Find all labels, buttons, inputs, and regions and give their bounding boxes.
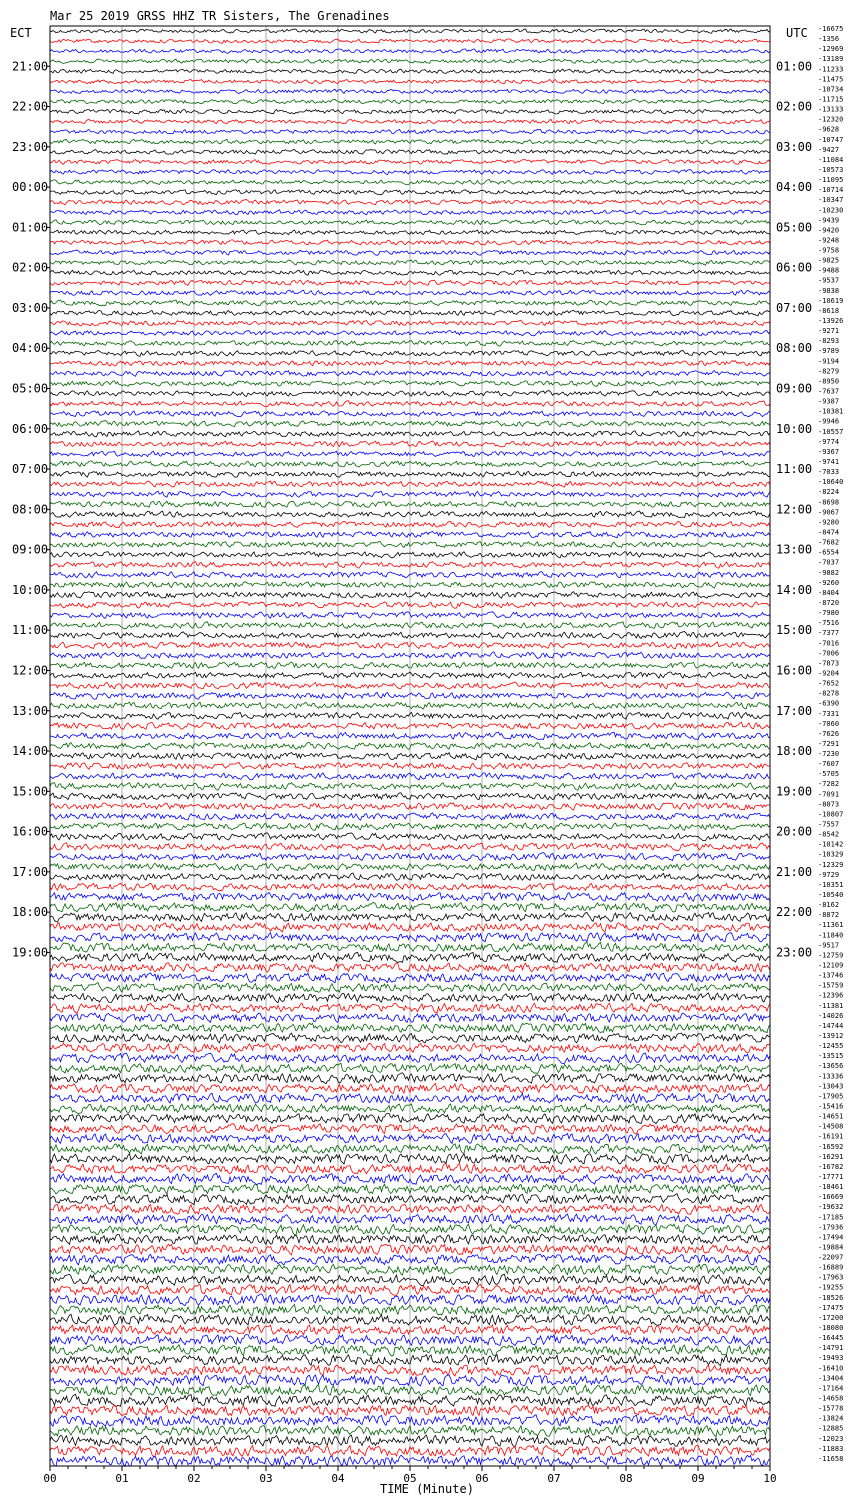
row-value-label: -15778 [818, 1404, 844, 1413]
row-value-label: -8698 [818, 498, 840, 507]
row-value-label: -9537 [818, 276, 840, 285]
x-axis-ticks [43, 1466, 776, 1485]
left-hour-label: 04:00 [12, 341, 49, 356]
row-value-label: -7291 [818, 739, 840, 748]
row-value-label: -8872 [818, 911, 840, 920]
row-value-label: -7652 [818, 679, 840, 688]
x-tick-label: 07 [547, 1472, 561, 1485]
row-value-label: -9628 [818, 125, 840, 134]
row-value-label: -8073 [818, 800, 840, 809]
row-value-label: -9946 [818, 417, 840, 426]
left-hour-label: 09:00 [12, 542, 49, 557]
row-value-label: -12969 [818, 45, 844, 54]
left-timezone-label: ECT [10, 26, 32, 40]
right-hour-label: 08:00 [776, 341, 813, 356]
row-value-label: -14651 [818, 1112, 844, 1121]
row-value-label: -14026 [818, 1011, 844, 1020]
row-value-label: -11715 [818, 95, 844, 104]
right-hour-label: 12:00 [776, 502, 813, 517]
row-value-label: -7033 [818, 468, 840, 477]
row-value-label: -17164 [818, 1384, 844, 1393]
left-hour-label: 19:00 [12, 945, 49, 960]
row-value-label: -12759 [818, 951, 844, 960]
row-value-label: -16410 [818, 1364, 844, 1373]
row-value-label: -11095 [818, 176, 844, 185]
row-value-label: -11840 [818, 931, 844, 940]
row-value-label: -10142 [818, 840, 844, 849]
row-value-label: -6390 [818, 699, 840, 708]
row-value-label: -9387 [818, 397, 840, 406]
row-value-label: -18461 [818, 1183, 844, 1192]
row-value-label: -7873 [818, 659, 840, 668]
row-value-label: -9420 [818, 226, 840, 235]
right-hour-label: 17:00 [776, 703, 813, 718]
row-value-label: -9271 [818, 327, 840, 336]
x-tick-label: 08 [619, 1472, 633, 1485]
row-value-label: -9838 [818, 286, 840, 295]
row-value-label: -12885 [818, 1424, 844, 1433]
row-value-label: -6554 [818, 548, 840, 557]
row-value-label: -10573 [818, 165, 844, 174]
row-value-label: -7282 [818, 780, 840, 789]
right-hour-label: 03:00 [776, 139, 813, 154]
row-value-label: -19493 [818, 1354, 844, 1363]
right-hour-label: 06:00 [776, 260, 813, 275]
left-hour-label: 01:00 [12, 220, 49, 235]
row-value-label: -9729 [818, 870, 840, 879]
row-value-label: -8278 [818, 689, 840, 698]
row-value-label: -16669 [818, 1193, 844, 1202]
row-value-label: -16782 [818, 1162, 844, 1171]
row-value-label: -13515 [818, 1052, 844, 1061]
left-hour-label: 08:00 [12, 502, 49, 517]
row-value-label: -9194 [818, 357, 840, 366]
right-hour-label: 13:00 [776, 542, 813, 557]
row-value-label: -8279 [818, 367, 840, 376]
row-value-label: -13336 [818, 1072, 844, 1081]
row-value-label: -19255 [818, 1283, 844, 1292]
right-hour-label: 20:00 [776, 824, 813, 839]
row-value-label: -9882 [818, 568, 840, 577]
row-value-label: -17936 [818, 1223, 844, 1232]
row-value-label: -9439 [818, 216, 840, 225]
row-value-label: -12320 [818, 115, 844, 124]
right-hour-label: 10:00 [776, 421, 813, 436]
row-value-label: -1356 [818, 35, 840, 44]
row-value-label: -7980 [818, 609, 840, 618]
left-hour-label: 17:00 [12, 864, 49, 879]
row-value-label: -7016 [818, 639, 840, 648]
x-axis-label: TIME (Minute) [380, 1482, 474, 1496]
right-hour-label: 15:00 [776, 623, 813, 638]
row-value-label: -7637 [818, 387, 840, 396]
x-tick-label: 06 [475, 1472, 489, 1485]
right-hour-label: 01:00 [776, 59, 813, 74]
row-value-label: -10557 [818, 427, 844, 436]
right-hour-label: 07:00 [776, 300, 813, 315]
row-value-label: -11084 [818, 155, 844, 164]
row-value-label: -12455 [818, 1042, 844, 1051]
left-hour-label: 06:00 [12, 421, 49, 436]
row-value-label: -9427 [818, 145, 840, 154]
row-value-label: -12329 [818, 860, 844, 869]
row-value-label: -19632 [818, 1203, 844, 1212]
left-hour-label: 23:00 [12, 139, 49, 154]
row-value-label: -18080 [818, 1324, 844, 1333]
x-tick-label: 00 [43, 1472, 57, 1485]
right-timezone-label: UTC [786, 26, 808, 40]
row-value-label: -19884 [818, 1243, 844, 1252]
row-value-label: -10747 [818, 135, 844, 144]
row-value-label: -9825 [818, 256, 840, 265]
row-value-label: -8542 [818, 830, 840, 839]
row-value-label: -9260 [818, 578, 840, 587]
chart-title: Mar 25 2019 GRSS HHZ TR Sisters, The Grenadines [50, 9, 390, 23]
row-value-label: -17963 [818, 1273, 844, 1282]
row-value-label: -14744 [818, 1021, 844, 1030]
row-value-label: -12023 [818, 1434, 844, 1443]
row-value-label: -9741 [818, 458, 840, 467]
row-value-label: -10230 [818, 206, 844, 215]
row-value-label: -13189 [818, 55, 844, 64]
row-value-label: -8162 [818, 901, 840, 910]
row-value-label: -9067 [818, 508, 840, 517]
left-hour-label: 03:00 [12, 300, 49, 315]
left-hour-label: 16:00 [12, 824, 49, 839]
row-value-label: -13912 [818, 1031, 844, 1040]
right-hour-label: 11:00 [776, 462, 813, 477]
left-hour-label: 07:00 [12, 462, 49, 477]
right-hour-label: 23:00 [776, 945, 813, 960]
row-value-label: -9248 [818, 236, 840, 245]
right-hour-label: 22:00 [776, 905, 813, 920]
row-value-label: -13656 [818, 1062, 844, 1071]
row-value-label: -16675 [818, 25, 844, 33]
left-hour-label: 21:00 [12, 59, 49, 74]
row-value-label: -8720 [818, 598, 840, 607]
row-value-label: -7377 [818, 629, 840, 638]
right-hour-label: 21:00 [776, 864, 813, 879]
row-value-label: -17475 [818, 1303, 844, 1312]
row-value-label: -8293 [818, 337, 840, 346]
row-value-label: -15759 [818, 981, 844, 990]
right-hour-label: 19:00 [776, 784, 813, 799]
row-value-label: -8618 [818, 306, 840, 315]
right-hour-label: 18:00 [776, 744, 813, 759]
row-value-label: -5705 [818, 770, 840, 779]
row-value-label: -16592 [818, 1142, 844, 1151]
row-value-label: -17771 [818, 1172, 844, 1181]
left-hour-label: 11:00 [12, 623, 49, 638]
row-value-label: -7091 [818, 790, 840, 799]
left-hour-label: 12:00 [12, 663, 49, 678]
row-value-label: -7037 [818, 558, 840, 567]
left-hour-label: 05:00 [12, 381, 49, 396]
row-value-label: -18526 [818, 1293, 844, 1302]
row-value-label: -17200 [818, 1313, 844, 1322]
x-tick-label: 09 [691, 1472, 705, 1485]
row-value-label: -11658 [818, 1454, 844, 1463]
x-tick-label: 05 [403, 1472, 417, 1485]
row-value-label: -10381 [818, 407, 844, 416]
row-value-label: -10619 [818, 296, 844, 305]
row-value-label: -10540 [818, 891, 844, 900]
row-value-label: -9204 [818, 669, 840, 678]
row-value-label: -11475 [818, 75, 844, 84]
row-value-label: -9774 [818, 437, 840, 446]
row-value-label: -14791 [818, 1344, 844, 1353]
row-value-label: -9280 [818, 518, 840, 527]
x-tick-label: 03 [259, 1472, 273, 1485]
right-hour-label: 16:00 [776, 663, 813, 678]
x-tick-label: 02 [187, 1472, 201, 1485]
row-value-label: -7060 [818, 719, 840, 728]
row-value-labels [818, 25, 843, 1463]
row-value-label: -8950 [818, 377, 840, 386]
row-value-label: -12396 [818, 991, 844, 1000]
x-tick-label: 10 [763, 1472, 777, 1485]
row-value-label: -13043 [818, 1082, 844, 1091]
right-hour-label: 14:00 [776, 582, 813, 597]
row-value-label: -9758 [818, 246, 840, 255]
left-hour-label: 02:00 [12, 260, 49, 275]
row-value-label: -7607 [818, 760, 840, 769]
row-value-label: -22097 [818, 1253, 844, 1262]
row-value-label: -7230 [818, 750, 840, 759]
right-hour-label: 02:00 [776, 99, 813, 114]
row-value-label: -17185 [818, 1213, 844, 1222]
row-value-label: -11883 [818, 1444, 844, 1453]
row-value-label: -10351 [818, 880, 844, 889]
row-value-label: -16191 [818, 1132, 844, 1141]
row-value-label: -7006 [818, 649, 840, 658]
row-value-label: -16445 [818, 1334, 844, 1343]
row-value-label: -10714 [818, 186, 844, 195]
right-hour-label: 05:00 [776, 220, 813, 235]
row-value-label: -7516 [818, 619, 840, 628]
row-value-label: -13133 [818, 105, 844, 114]
row-value-label: -12109 [818, 961, 844, 970]
row-value-label: -11381 [818, 1001, 844, 1010]
right-hour-label: 04:00 [776, 180, 813, 195]
row-value-label: -17905 [818, 1092, 844, 1101]
row-value-label: -9789 [818, 347, 840, 356]
x-tick-label: 04 [331, 1472, 345, 1485]
row-value-label: -10640 [818, 478, 844, 487]
row-value-label: -10329 [818, 850, 844, 859]
row-value-label: -11361 [818, 921, 844, 930]
row-value-label: -11233 [818, 65, 844, 74]
row-value-label: -9488 [818, 266, 840, 275]
row-value-label: -10807 [818, 810, 844, 819]
row-value-label: -14658 [818, 1394, 844, 1403]
left-hour-label: 13:00 [12, 703, 49, 718]
row-value-label: -13824 [818, 1414, 844, 1423]
row-value-label: -8474 [818, 528, 840, 537]
row-value-label: -15416 [818, 1102, 844, 1111]
row-value-label: -16889 [818, 1263, 844, 1272]
row-value-label: -7626 [818, 729, 840, 738]
row-value-label: -14508 [818, 1122, 844, 1131]
left-hour-label: 00:00 [12, 180, 49, 195]
row-value-label: -7331 [818, 709, 840, 718]
row-value-label: -13404 [818, 1374, 844, 1383]
row-value-label: -10347 [818, 196, 844, 205]
left-hour-label: 15:00 [12, 784, 49, 799]
x-tick-label: 01 [115, 1472, 129, 1485]
row-value-label: -13926 [818, 317, 844, 326]
left-hour-label: 18:00 [12, 905, 49, 920]
left-hour-label: 10:00 [12, 582, 49, 597]
row-value-label: -17494 [818, 1233, 844, 1242]
row-value-label: -7682 [818, 538, 840, 547]
row-value-label: -10734 [818, 85, 844, 94]
row-value-label: -8224 [818, 488, 840, 497]
row-value-label: -8404 [818, 588, 840, 597]
row-value-label: -13746 [818, 971, 844, 980]
row-value-label: -7557 [818, 820, 840, 829]
row-value-label: -9367 [818, 447, 840, 456]
row-value-label: -9517 [818, 941, 840, 950]
left-hour-label: 14:00 [12, 744, 49, 759]
right-hour-label: 09:00 [776, 381, 813, 396]
row-value-label: -16291 [818, 1152, 844, 1161]
left-hour-label: 22:00 [12, 99, 49, 114]
